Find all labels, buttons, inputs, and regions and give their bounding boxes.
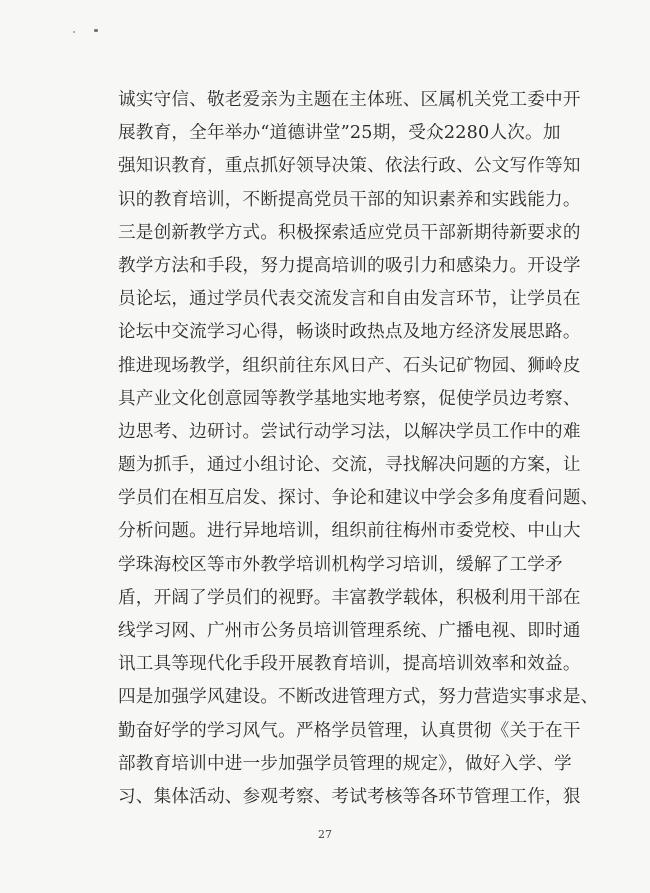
text-line: 学员们在相互启发、探讨、争论和建议中学会多角度看问题、: [118, 488, 599, 509]
text-line: 推进现场教学，组织前往东风日产、石头记矿物园、狮岭皮: [118, 355, 581, 376]
text-line: 题为抓手，通过小组讨论、交流，寻找解决问题的方案，让: [118, 455, 581, 476]
text-line: 线学习网、广州市公务员培训管理系统、广播电视、即时通: [118, 621, 581, 641]
text-line: 员论坛，通过学员代表交流发言和自由发言环节，让学员在: [118, 289, 581, 310]
text-line: 三是创新教学方式。积极探索适应党员干部新期待新要求的: [118, 222, 581, 243]
text-line: 四是加强学风建设。不断改进管理方式，努力营造实事求是、: [118, 687, 599, 708]
scan-speck: [73, 31, 75, 33]
text-line: 展教育，全年举办“道德讲堂”25期，受众2280人次。加: [118, 123, 561, 144]
text-line: 习、集体活动、参观考察、考试考核等各环节管理工作，狠: [118, 786, 581, 807]
text-line: 论坛中交流学习心得，畅谈时政热点及地方经济发展思路。: [118, 322, 581, 343]
text-line: 边思考、边研讨。尝试行动学习法，以解决学员工作中的难: [118, 421, 581, 442]
text-line: 诚实守信、敬老爱亲为主题在主体班、区属机关党工委中开: [118, 90, 581, 110]
text-line: 具产业文化创意园等教学基地实地考察，促使学员边考察、: [118, 388, 581, 409]
body-text: [118, 84, 599, 814]
text-line: 识的教育培训，不断提高党员干部的知识素养和实践能力。: [118, 189, 581, 210]
scan-speck: [94, 29, 98, 32]
text-line: 学珠海校区等市外教学培训机构学习培训，缓解了工学矛: [118, 554, 563, 575]
text-line: 讯工具等现代化手段开展教育培训，提高培训效率和效益。: [118, 654, 581, 675]
text-line: 强知识教育，重点抓好领导决策、依法行政、公文写作等知: [118, 156, 581, 177]
text-line: 盾，开阔了学员们的视野。丰富教学载体，积极利用干部在: [118, 587, 581, 608]
text-line: 勤奋好学的学习风气。严格学员管理，认真贯彻《关于在干: [118, 720, 581, 741]
text-line: 分析问题。进行异地培训，组织前往梅州市委党校、中山大: [118, 521, 581, 542]
page-number: 27: [318, 828, 332, 841]
text-line: 部教育培训中进一步加强学员管理的规定》，做好入学、学: [118, 753, 572, 774]
text-line: 教学方法和手段，努力提高培训的吸引力和感染力。开设学: [118, 255, 581, 276]
